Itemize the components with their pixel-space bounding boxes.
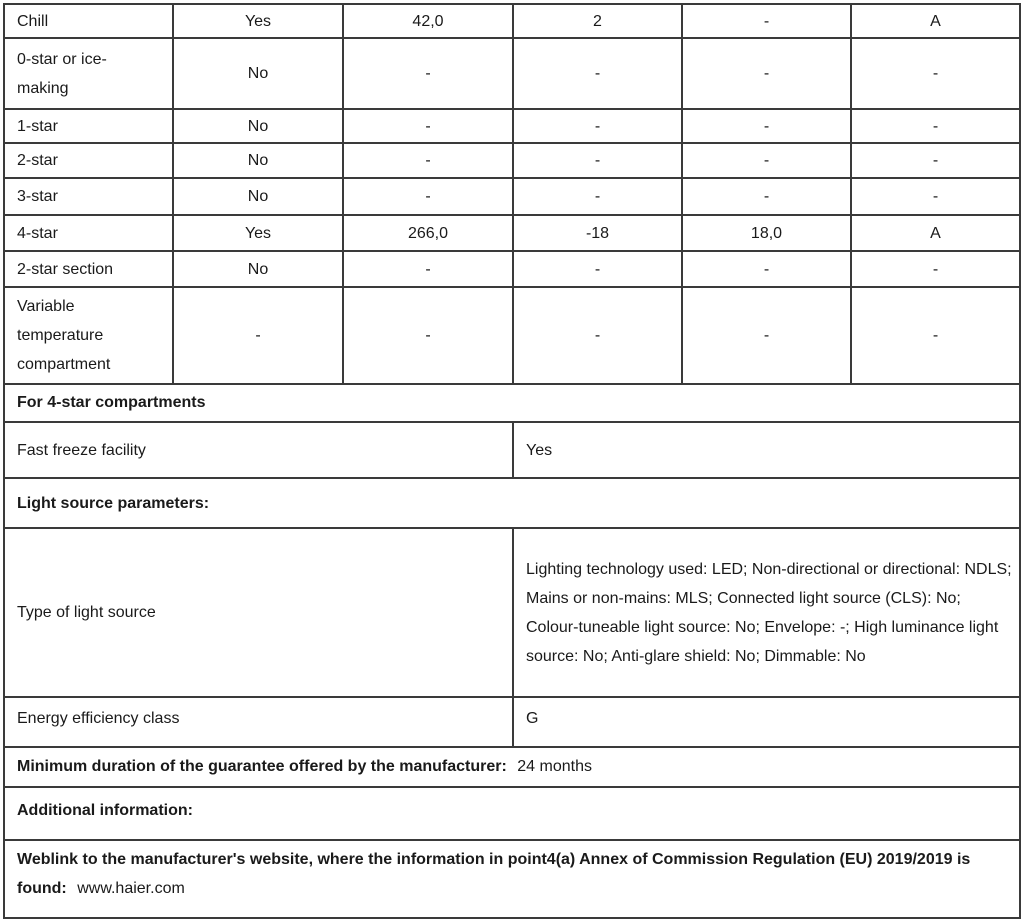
compartment-freezing-capacity: -	[682, 38, 851, 109]
light-source-type-row	[4, 528, 1020, 697]
compartment-type: 2-star	[4, 143, 173, 178]
compartment-present: No	[173, 178, 343, 215]
guarantee-cell	[4, 747, 1020, 787]
compartment-type: 1-star	[4, 109, 173, 143]
compartment-climate: A	[851, 4, 1020, 38]
light-source-heading: Light source parameters:	[4, 478, 1020, 528]
light-source-heading-row	[4, 478, 1020, 528]
compartment-present: No	[173, 38, 343, 109]
energy-class-label: Energy efficiency class	[4, 697, 513, 747]
energy-class-row	[4, 697, 1020, 747]
additional-info-row	[4, 787, 1020, 840]
compartment-climate: A	[851, 215, 1020, 251]
compartment-temperature: -	[513, 287, 682, 384]
compartment-temperature: -	[513, 38, 682, 109]
product-information-table	[3, 3, 1021, 919]
compartment-type: 0-star or ice-making	[4, 38, 173, 109]
weblink-row	[4, 840, 1020, 918]
compartment-temperature: 2	[513, 4, 682, 38]
fast-freeze-row	[4, 422, 1020, 478]
additional-info-heading: Additional information:	[4, 787, 1020, 840]
energy-class-value: G	[513, 697, 1020, 747]
table-row-2-star	[4, 143, 1020, 178]
compartment-freezing-capacity: -	[682, 4, 851, 38]
compartment-present: -	[173, 287, 343, 384]
compartment-volume: -	[343, 109, 513, 143]
compartment-freezing-capacity: -	[682, 143, 851, 178]
compartment-climate: -	[851, 38, 1020, 109]
guarantee-label: Minimum duration of the guarantee offered by the manufacturer:	[17, 758, 507, 775]
four-star-heading-row	[4, 384, 1020, 422]
weblink-cell	[4, 840, 1020, 918]
compartment-freezing-capacity: -	[682, 287, 851, 384]
compartment-present: No	[173, 143, 343, 178]
compartment-volume: -	[343, 287, 513, 384]
compartment-volume: 42,0	[343, 4, 513, 38]
compartment-climate: -	[851, 287, 1020, 384]
compartment-volume: -	[343, 178, 513, 215]
compartment-type: Chill	[4, 4, 173, 38]
compartment-temperature: -	[513, 143, 682, 178]
compartment-present: No	[173, 109, 343, 143]
table-row-1-star	[4, 109, 1020, 143]
compartment-climate: -	[851, 251, 1020, 287]
light-source-type-label: Type of light source	[4, 528, 513, 697]
compartment-temperature: -	[513, 251, 682, 287]
compartment-volume: 266,0	[343, 215, 513, 251]
table-row-3-star	[4, 178, 1020, 215]
compartment-present: No	[173, 251, 343, 287]
compartment-temperature: -	[513, 178, 682, 215]
compartment-climate: -	[851, 143, 1020, 178]
weblink-label: Weblink to the manufacturer's website, where the information in point4(a) Annex of Commission Regulation (EU) 2019/2019 is found:	[17, 851, 971, 897]
table-row-chill	[4, 4, 1020, 38]
fast-freeze-value: Yes	[513, 422, 1020, 478]
table-row-2-star-section	[4, 251, 1020, 287]
compartment-type: 3-star	[4, 178, 173, 215]
four-star-heading: For 4-star compartments	[4, 384, 1020, 422]
compartment-freezing-capacity: -	[682, 251, 851, 287]
compartment-freezing-capacity: 18,0	[682, 215, 851, 251]
compartment-temperature: -	[513, 109, 682, 143]
weblink-url[interactable]: www.haier.com	[77, 880, 185, 897]
compartment-present: Yes	[173, 215, 343, 251]
compartment-climate: -	[851, 178, 1020, 215]
compartment-type: 2-star section	[4, 251, 173, 287]
fast-freeze-label: Fast freeze facility	[4, 422, 513, 478]
table-row-variable-temperature	[4, 287, 1020, 384]
compartment-volume: -	[343, 38, 513, 109]
compartment-volume: -	[343, 143, 513, 178]
light-source-type-value: Lighting technology used: LED; Non-directional or directional: NDLS; Mains or non-mains: MLS; Connected light source (CLS): No; Colour-tuneable light source: No; Envelope: -; High luminance light source: No; Anti-glare shield: No; Dimmable: No	[513, 528, 1020, 697]
compartment-freezing-capacity: -	[682, 178, 851, 215]
compartment-present: Yes	[173, 4, 343, 38]
compartment-freezing-capacity: -	[682, 109, 851, 143]
compartment-volume: -	[343, 251, 513, 287]
guarantee-value: 24 months	[517, 758, 592, 775]
table-row-4-star	[4, 215, 1020, 251]
compartment-climate: -	[851, 109, 1020, 143]
compartment-type: Variable temperature compartment	[4, 287, 173, 384]
table-row-0-star	[4, 38, 1020, 109]
compartment-type: 4-star	[4, 215, 173, 251]
guarantee-row	[4, 747, 1020, 787]
compartment-temperature: -18	[513, 215, 682, 251]
